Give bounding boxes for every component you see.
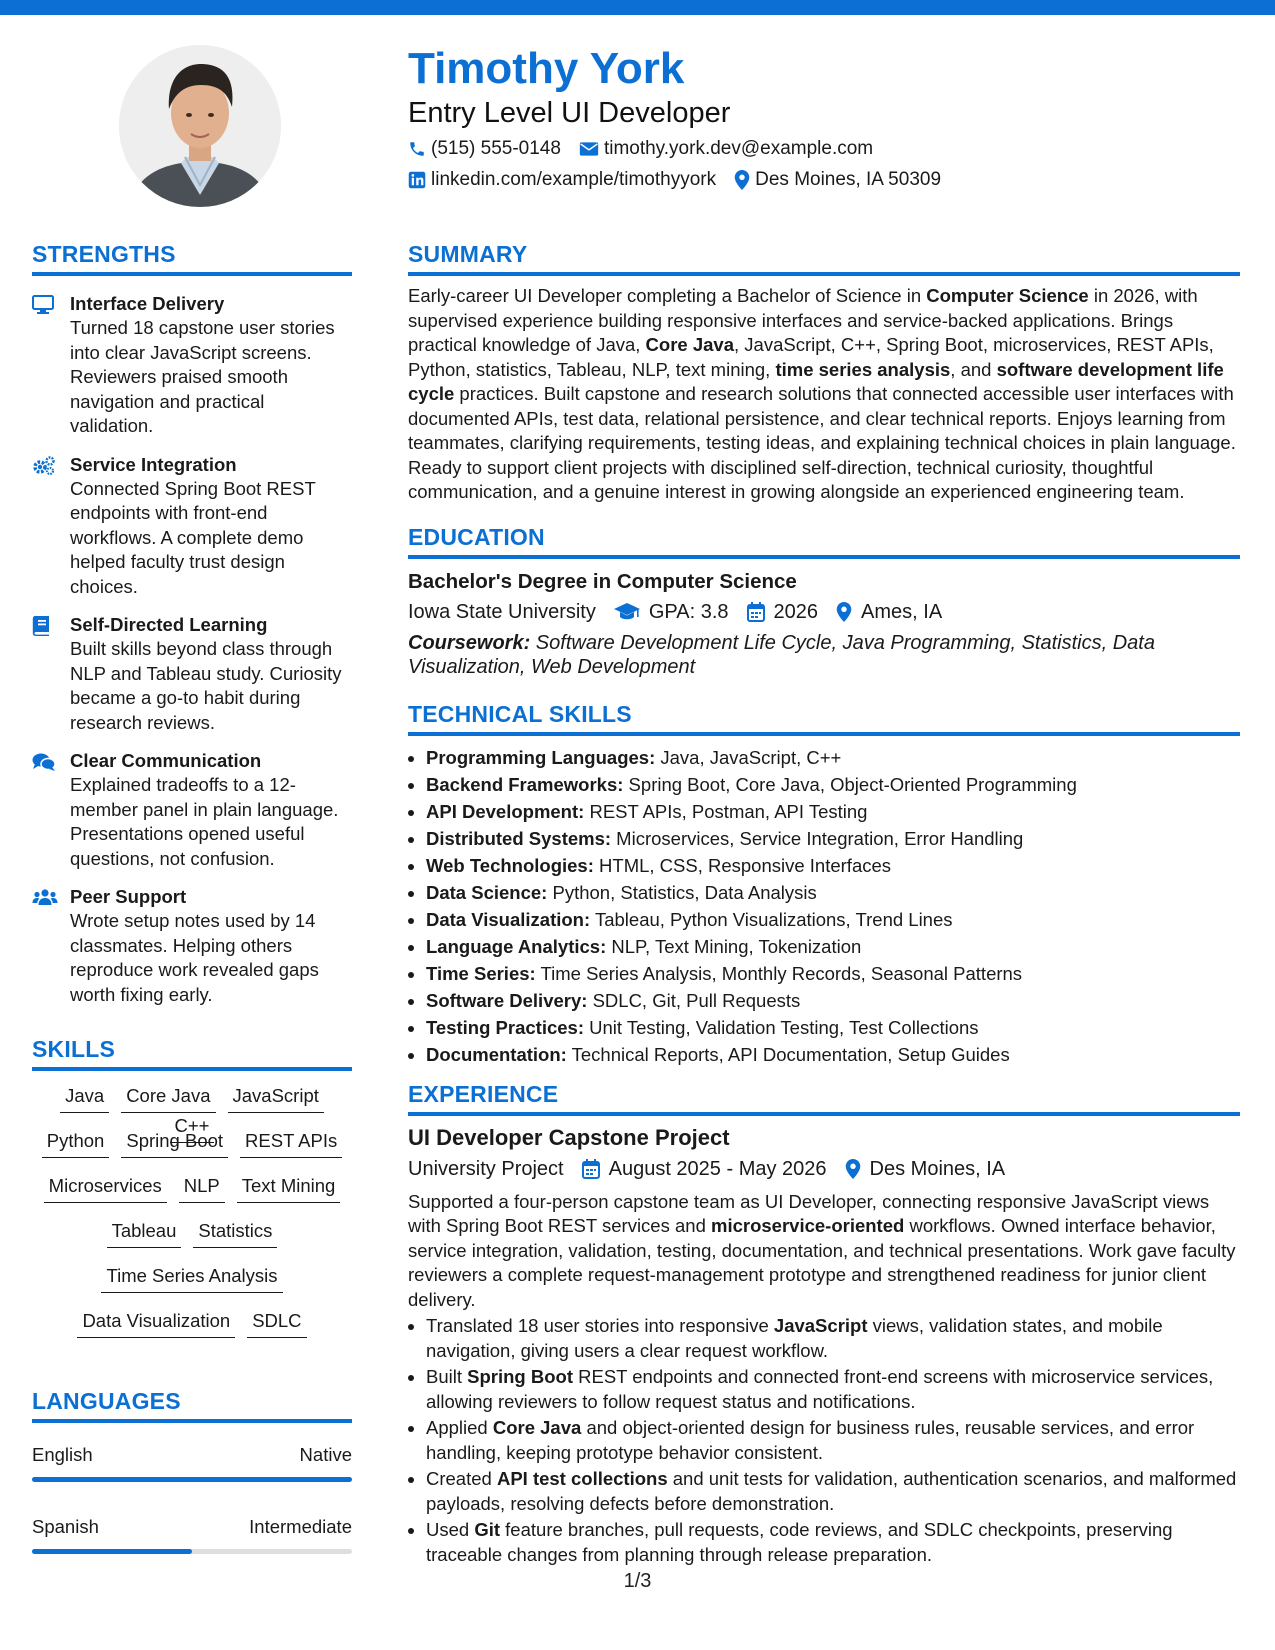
skill-row [32,1308,352,1353]
linkedin-icon [408,171,426,189]
emphasis-text: Core Java [492,1417,582,1438]
education-heading: EDUCATION [408,523,1240,559]
skill-values: Unit Testing, Validation Testing, Test Collections [584,1016,979,1038]
experience-bullet [426,1365,1240,1414]
experience-location: Des Moines, IA [869,1157,1006,1180]
technical-skills-heading: TECHNICAL SKILLS [408,700,1240,736]
emphasis-text: microservice-oriented [711,1215,905,1236]
map-pin-icon [734,170,750,190]
technical-skill-item [426,852,1240,879]
calendar-icon [582,1159,600,1179]
technical-skill-item [426,879,1240,906]
skill-chip: Tableau [107,1218,182,1248]
skill-chip: Python [42,1128,110,1158]
skill-chip: Text Mining [237,1173,341,1203]
experience-meta [408,1154,1240,1184]
skills-heading: SKILLS [32,1035,352,1071]
skill-category: API Development: [426,800,585,822]
linkedin-contact[interactable] [408,167,716,193]
emphasis-text: API test collections [496,1468,668,1489]
school-location: Ames, IA [861,600,943,623]
skill-chip: REST APIs [240,1128,342,1158]
skill-category: Programming Languages: [426,746,656,768]
coursework-label: Coursework: [408,631,531,654]
technical-skill-item [426,933,1240,960]
resume-header [408,42,1228,193]
experience-bullet [426,1314,1240,1363]
candidate-name: Timothy York [408,44,685,93]
location-text: Des Moines, IA 50309 [755,169,942,190]
skill-values: SDLC, Git, Pull Requests [587,989,801,1011]
skill-values: Python, Statistics, Data Analysis [547,881,817,903]
experience-bullet [426,1518,1240,1567]
school-name: Iowa State University [408,600,596,623]
languages-heading: LANGUAGES [32,1387,352,1423]
strength-title: Peer Support [70,886,187,907]
skill-values: Microservices, Service Integration, Error Handling [611,827,1024,849]
technical-skill-item [426,771,1240,798]
skill-chip: SDLC [247,1308,306,1338]
strength-description: Connected Spring Boot REST endpoints with front-end workflows. A complete demo helped faculty trust design choices. [70,477,316,597]
gpa-text: GPA: 3.8 [648,600,729,623]
profile-photo [119,45,281,207]
right-column [408,240,1240,1569]
education-meta [408,597,1240,627]
summary-text [408,284,1240,505]
skill-values: Spring Boot, Core Java, Object-Oriented Programming [623,773,1077,795]
strength-title: Interface Delivery [70,293,225,314]
phone-text: (515) 555-0148 [431,138,561,159]
technical-skill-item [426,1041,1240,1068]
proficiency-fill [32,1549,192,1554]
strength-item [32,453,352,600]
language-level: Intermediate [249,1516,352,1537]
strengths-heading: STRENGTHS [32,240,352,276]
email-text: timothy.york.dev@example.com [603,138,874,159]
page-number: 1/3 [623,1570,652,1592]
skill-category: Software Delivery: [426,989,588,1011]
language-name: English [32,1444,93,1465]
map-pin-icon [845,1159,861,1179]
language-item [32,1443,352,1482]
graduation-year: 2026 [773,600,819,623]
map-pin-icon [836,602,852,622]
skill-values: NLP, Text Mining, Tokenization [606,935,862,957]
technical-skills-list [408,744,1240,1068]
summary-heading: SUMMARY [408,240,1240,276]
text-run: Applied [426,1417,493,1438]
strength-title: Clear Communication [70,750,262,771]
language-item [32,1515,352,1554]
proficiency-fill [32,1477,352,1482]
experience-dates: August 2025 - May 2026 [608,1157,827,1180]
skill-values: Time Series Analysis, Monthly Records, Seasonal Patterns [535,962,1023,984]
left-column [32,240,352,1587]
skill-row [32,1083,352,1136]
skill-chip: Microservices [44,1173,167,1203]
skill-row [32,1173,352,1218]
skill-category: Documentation: [426,1043,567,1065]
phone-icon [408,140,426,158]
strength-title: Service Integration [70,453,237,475]
text-run: and unit tests for validation, authentication scenarios, and malformed payloads, resolving defects before demonstration. [426,1468,1237,1514]
skill-chip: C++ [170,1113,215,1143]
skill-chip: JavaScript [228,1083,324,1113]
skill-row [32,1128,352,1173]
skill-chip: Java [60,1083,109,1113]
technical-skill-item [426,1014,1240,1041]
experience-org: University Project [408,1157,564,1180]
skill-category: Distributed Systems: [426,827,612,849]
strength-description: Explained tradeoffs to a 12-member panel in plain language. Presentations opened useful questions, not confusion. [70,774,339,869]
skill-chip: Statistics [193,1218,277,1248]
skill-category: Backend Frameworks: [426,773,624,795]
experience-heading: EXPERIENCE [408,1080,1240,1116]
comments-icon [32,749,70,871]
text-run: Used [426,1519,475,1540]
skill-chip: Spring Boot [121,1128,228,1158]
coursework-list: Software Development Life Cycle, Java Programming, Statistics, Data Visualization, Web Development [408,631,1155,678]
text-run: workflows. Owned interface behavior, service integration, validation, testing, documentation, and technical presentations. Work gave faculty reviewers a complete request-management prototype and strengthened readiness for junior client delivery. [408,1215,1236,1310]
language-level: Native [299,1444,352,1465]
skill-category: Testing Practices: [426,1016,584,1038]
text-run: , and [950,358,997,380]
experience-bullets [408,1314,1240,1567]
strength-item [32,749,352,871]
technical-skill-item [426,798,1240,825]
skill-values: Tableau, Python Visualizations, Trend Lines [590,908,953,930]
skill-category: Data Visualization: [426,908,591,930]
languages-list [32,1443,352,1554]
book-icon [32,613,70,735]
skill-values: Technical Reports, API Documentation, Setup Guides [566,1043,1010,1065]
text-run: feature branches, pull requests, code reviews, and SDLC checkpoints, preserving traceable changes from planning through release preparation. [426,1519,1173,1565]
skill-category: Language Analytics: [426,935,607,957]
technical-skill-item [426,744,1240,771]
monitor-icon [32,292,70,439]
skill-values: REST APIs, Postman, API Testing [584,800,868,822]
email-contact[interactable] [579,136,873,162]
strength-title: Self-Directed Learning [70,614,268,635]
strength-item [32,613,352,735]
proficiency-bar [32,1477,352,1482]
proficiency-bar [32,1549,352,1554]
skill-chip: Time Series Analysis [101,1263,282,1293]
linkedin-text: linkedin.com/example/timothyyork [431,169,717,190]
emphasis-text: Core Java [645,334,734,355]
emphasis-text: Git [474,1519,501,1540]
skill-chip: NLP [179,1173,225,1203]
coursework [408,631,1240,680]
strength-description: Built skills beyond class through NLP and Tableau study. Curiosity became a go-to habit during research reviews. [70,638,342,733]
experience-title: UI Developer Capstone Project [408,1124,730,1150]
phone-contact[interactable] [408,136,561,162]
experience-intro [408,1190,1240,1313]
skill-chip: Core Java [121,1083,215,1113]
graduation-cap-icon [614,603,640,621]
emphasis-text: Computer Science [926,285,1089,306]
skill-chip: Data Visualization [77,1308,235,1338]
skill-category: Data Science: [426,881,548,903]
text-run: Created [426,1468,497,1489]
text-run: in 2026, with supervised experience building responsive interfaces and service-backed applications. Brings practical knowledge of Java, [408,285,1198,355]
skill-category: Time Series: [426,962,536,984]
text-run: practices. Built capstone and research solutions that connected accessible user interfaces with documented APIs, test data, relational persistence, and clear technical reports. Enjoys learning from teammates, clarifying requirements, testing ideas, and explaining technical choices in plain language. Ready to support client projects with disciplined self-direction, technical curiosity, thoughtful communication, and a genuine interest in growing alongside an experienced engineering team. [408,383,1236,502]
skills-chips [32,1083,352,1353]
strength-description: Turned 18 capstone user stories into clear JavaScript screens. Reviewers praised smooth navigation and practical validation. [70,317,335,436]
users-icon [32,885,70,1007]
experience-bullet [426,1416,1240,1465]
text-run: REST endpoints and connected front-end screens with microservice services, allowing reviewers to follow request status and notifications. [426,1366,1214,1412]
skill-category: Web Technologies: [426,854,594,876]
text-run: , JavaScript, C++, Spring Boot, microservices, REST APIs, Python, statistics, Tableau, NLP, text mining, [408,334,1214,380]
technical-skill-item [426,906,1240,933]
emphasis-text: Spring Boot [467,1366,573,1387]
text-run: Supported a four-person capstone team as UI Developer, connecting responsive JavaScript views with Spring Boot REST services and [408,1190,1210,1236]
emphasis-text: JavaScript [773,1315,868,1336]
technical-skill-item [426,825,1240,852]
degree-title: Bachelor's Degree in Computer Science [408,569,797,593]
gears-icon [32,453,70,600]
text-run: views, validation states, and mobile navigation, giving users a clear request workflow. [426,1315,1163,1361]
calendar-icon [747,602,765,622]
strength-item [32,292,352,439]
strengths-list [32,292,352,1007]
language-name: Spanish [32,1516,99,1537]
technical-skill-item [426,960,1240,987]
emphasis-text: time series analysis [775,358,951,380]
text-run: Translated 18 user stories into responsive [426,1315,774,1336]
skill-row [32,1218,352,1263]
text-run: and object-oriented design for business rules, reusable services, and error handling, keeping prototype behavior consistent. [426,1417,1195,1463]
job-title: Entry Level UI Developer [408,97,731,129]
text-run: Early-career UI Developer completing a Bachelor of Science in [408,285,927,306]
skill-values: Java, JavaScript, C++ [655,746,842,768]
strength-description: Wrote setup notes used by 14 classmates. Helping others reproduce work revealed gaps worth fixing early. [70,910,319,1005]
skill-values: HTML, CSS, Responsive Interfaces [593,854,892,876]
envelope-icon [579,141,599,157]
text-run: Built [426,1366,468,1387]
technical-skill-item [426,987,1240,1014]
top-accent-bar [0,0,1275,15]
strength-item [32,885,352,1007]
skill-row [32,1263,352,1308]
location-contact [734,167,941,193]
experience-bullet [426,1467,1240,1516]
emphasis-text: software development life cycle [408,358,1224,404]
